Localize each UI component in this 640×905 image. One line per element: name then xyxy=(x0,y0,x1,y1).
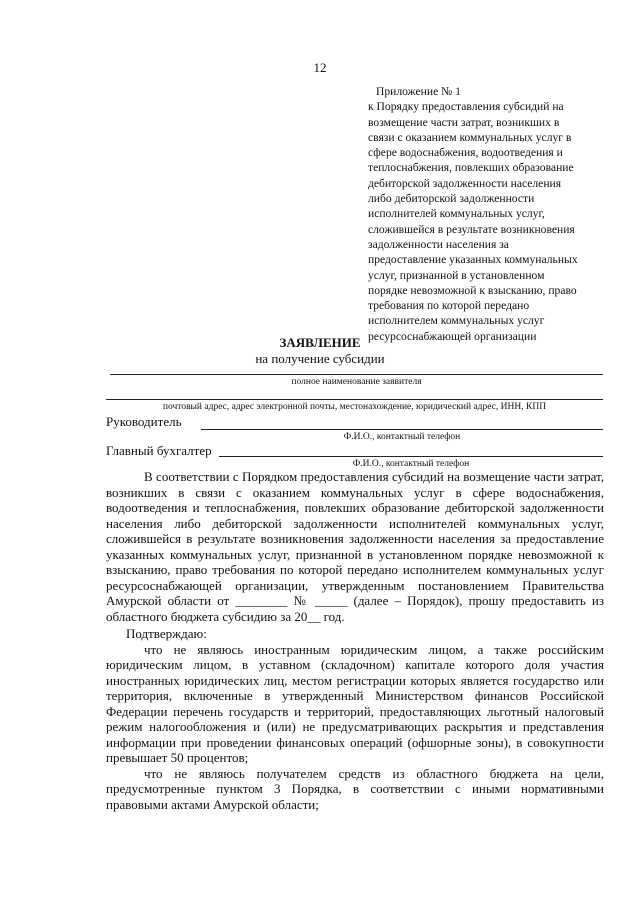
document-subtitle: на получение субсидии xyxy=(255,351,385,366)
appendix-line: порядке невозможной к взысканию, право xyxy=(368,283,577,297)
appendix-line: сфере водоснабжения, водоотведения и xyxy=(368,146,563,160)
page-number: 12 xyxy=(313,60,327,75)
appendix-line: ресурсоснабжающей организации xyxy=(368,329,537,343)
appendix-title: Приложение № 1 xyxy=(376,85,461,98)
confirm-heading: Подтверждаю: xyxy=(126,626,207,641)
head-line xyxy=(201,429,603,430)
applicant-name-caption: полное наименование заявителя xyxy=(291,377,422,387)
address-caption: почтовый адрес, адрес электронной почты, местонахождение, юридический адрес, ИНН, КПП xyxy=(162,402,547,412)
head-label: Руководитель xyxy=(106,414,182,429)
confirm-item-1: что не являюсь иностранным юридическим лицом, а также российским юридическим лицом, в уставном (складочном) капитале которого доля участия иностранных юридических лиц, местом регистрации которых является государство или территория, включенные в утвержденный Министерством финансов Российской Федерации перечень государств и территорий, предоставляющих льготный налоговый режим налогообложения и (или) не предусматривающих раскрытия и представления информации при проведении финансовых операций (офшорные зоны), в совокупности превышает 50 процентов; xyxy=(106,641,604,765)
appendix-line: либо дебиторской задолженности xyxy=(368,192,535,206)
appendix-line: сложившейся в результате возникновения xyxy=(368,222,575,236)
accountant-line xyxy=(219,456,603,457)
appendix-line: исполнителем коммунальных услуг xyxy=(368,314,545,328)
confirm-item-2: что не являюсь получателем средств из областного бюджета на цели, предусмотренные пунктом 3 Порядка, в соответствии с иными нормативными правовыми актами Амурской области; xyxy=(106,765,604,812)
body-text xyxy=(106,469,604,812)
appendix-line: дебиторской задолженности населения xyxy=(368,176,562,190)
accountant-caption: Ф.И.О., контактный телефон xyxy=(352,459,470,469)
appendix-line: требования по которой передано xyxy=(368,299,530,313)
address-line xyxy=(106,399,603,400)
document-title: ЗАЯВЛЕНИЕ xyxy=(279,335,361,350)
appendix-line: исполнителей коммунальных услуг, xyxy=(368,207,545,221)
appendix-line: к Порядку предоставления субсидий на xyxy=(368,100,564,114)
appendix-block xyxy=(368,84,608,344)
appendix-line: теплоснабжения, повлекших образование xyxy=(368,161,574,175)
head-caption: Ф.И.О., контактный телефон xyxy=(343,432,461,442)
appendix-line: задолженности населения за xyxy=(368,237,509,251)
appendix-line: возмещение части затрат, возникших в xyxy=(368,115,560,129)
appendix-line: услуг, признанной в установленном xyxy=(368,268,545,282)
appendix-line: предоставление указанных коммунальных xyxy=(368,253,578,267)
main-paragraph: В соответствии с Порядком предоставления субсидий на возмещение части затрат, возникших в связи с оказанием коммунальных услуг в сфере водоснабжения, водоотведения и теплоснабжения, повлекших образование дебиторской задолженности населения либо дебиторской задолженности исполнителей коммунальных услуг, сложившейся в результате возникновения задолженности населения за предоставление указанных коммунальных услуг, признанной в установленном порядке невозможной к взысканию, право требования по которой передано исполнителем коммунальных услуг ресурсоснабжающей организации, утвержденным постановлением Правительства Амурской области от ________ № _____ (далее – Порядок), прошу предоставить из областного бюджета субсидию за 20__ год. xyxy=(106,469,604,624)
accountant-label: Главный бухгалтер xyxy=(106,443,212,458)
appendix-line: связи с оказанием коммунальных услуг в xyxy=(368,130,572,144)
applicant-name-line xyxy=(110,374,603,375)
